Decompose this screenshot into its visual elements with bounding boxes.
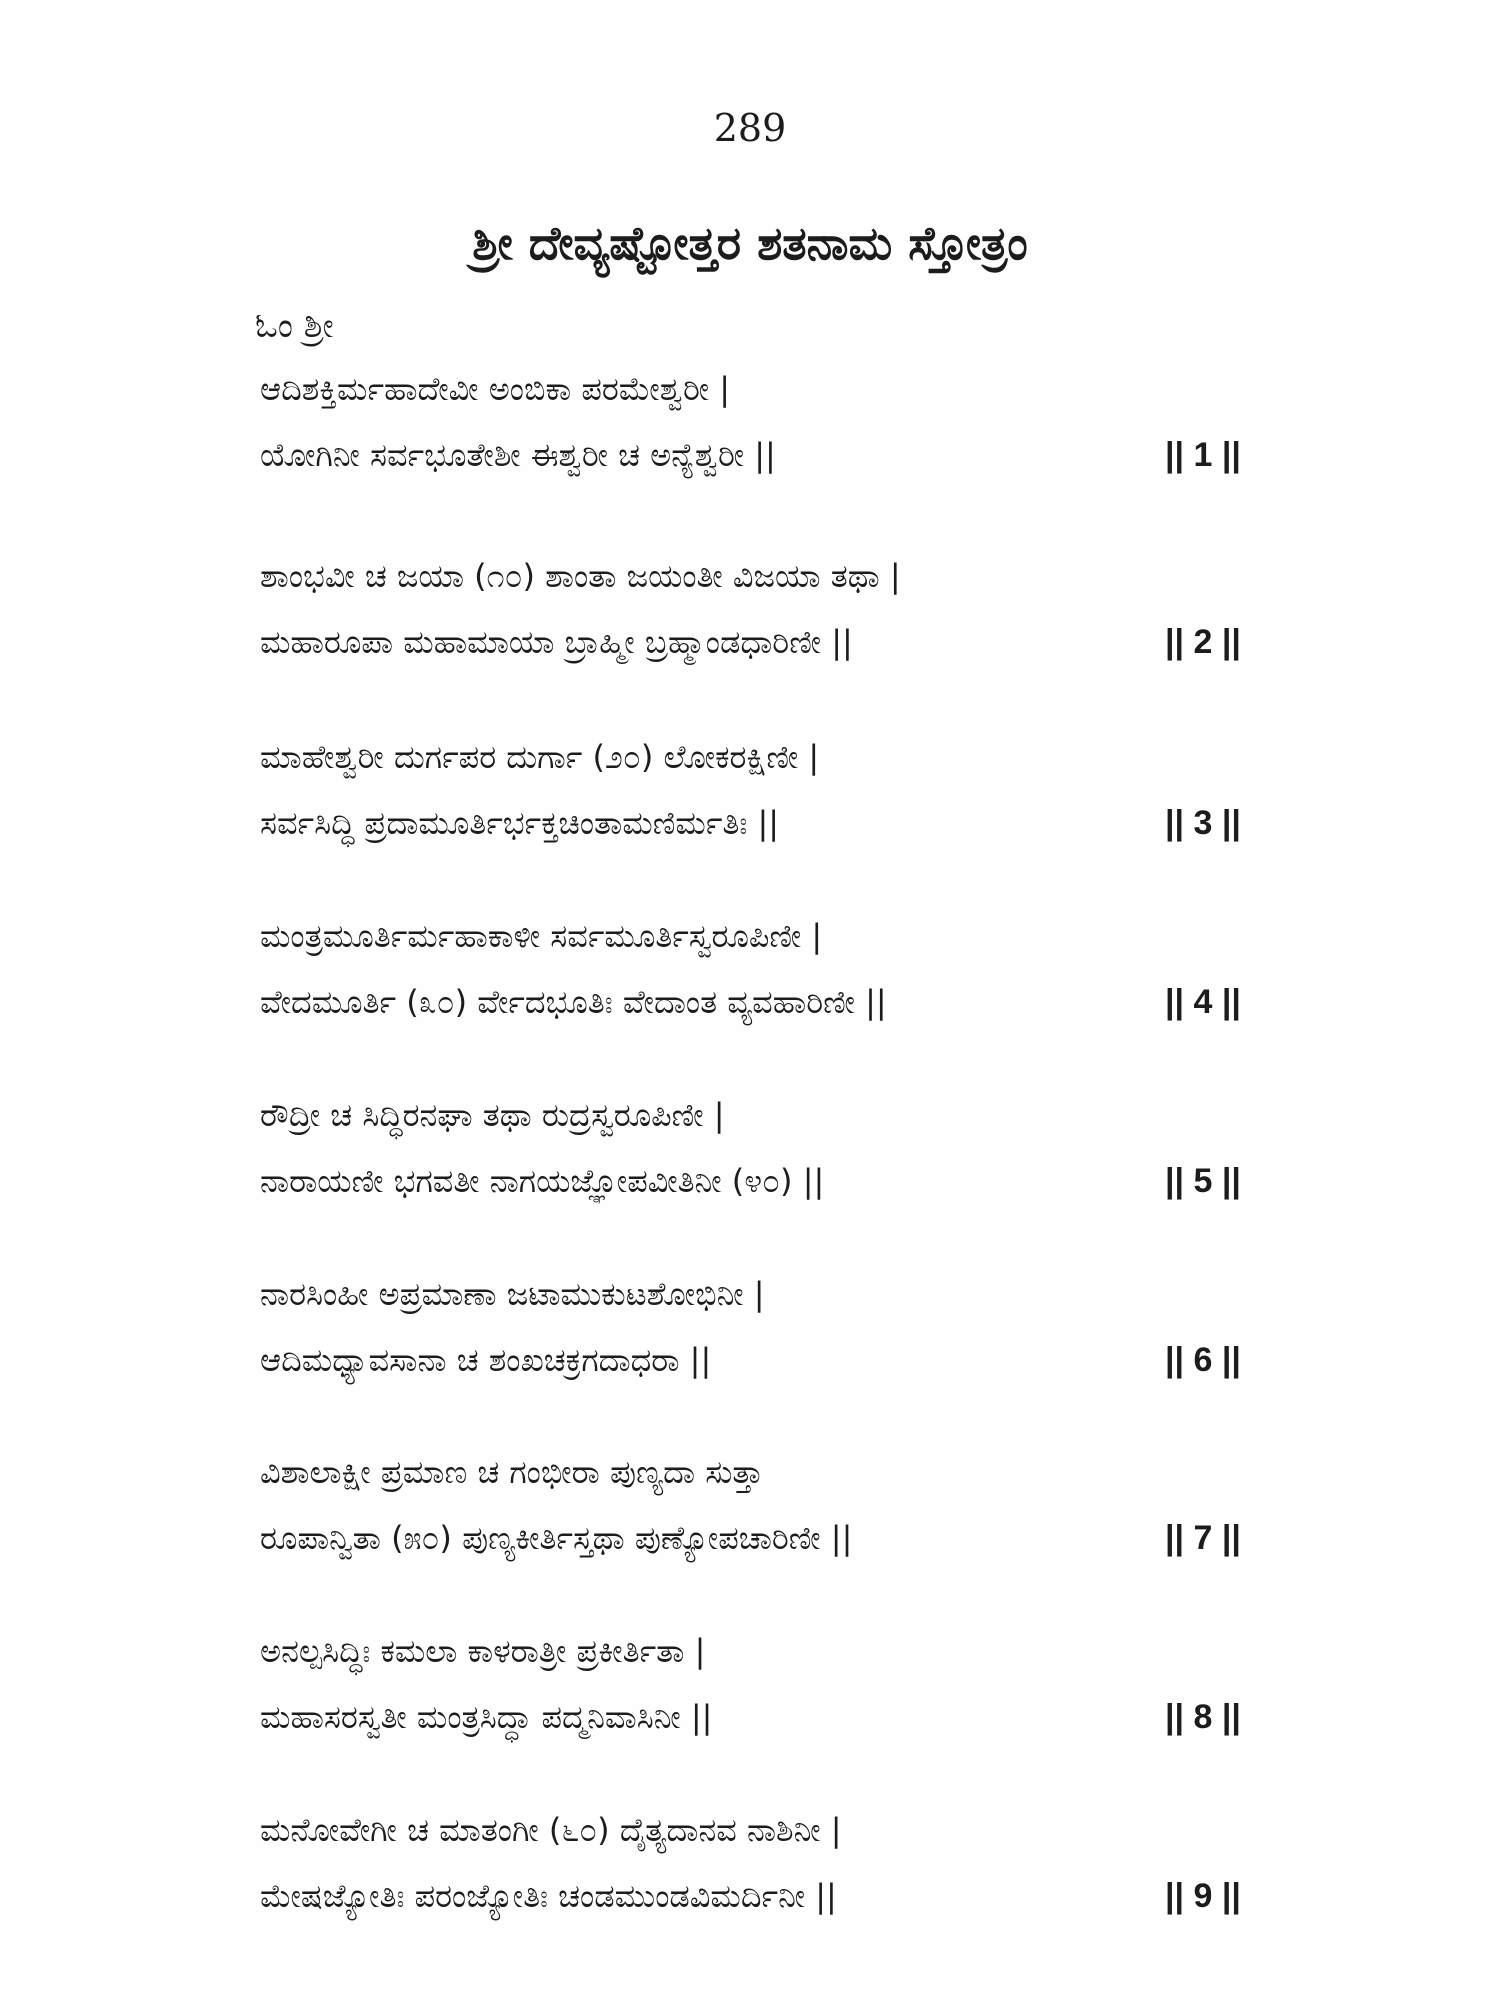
verse-5 xyxy=(0,1096,1500,1216)
verse-9 xyxy=(0,1811,1500,1931)
verse-number: || 9 || xyxy=(1165,1877,1241,1915)
verse-1 xyxy=(0,370,1500,490)
verse-number: || 1 || xyxy=(1165,436,1241,474)
verse-line: ಮಾಹೇಶ್ವರೀ ದುರ್ಗಪರ ದುರ್ಗಾ (೨೦) ಲೋಕರಕ್ಷಿಣೀ | xyxy=(260,738,820,776)
verse-line: ಯೋಗಿನೀ ಸರ್ವಭೂತೇಶೀ ಈಶ್ವರೀ ಚ ಅನ್ಯೆಶ್ವರೀ || xyxy=(260,436,776,474)
verse-3 xyxy=(0,738,1500,858)
verse-line: ಆದಿಮಧ್ಯಾವಸಾನಾ ಚ ಶಂಖಚಕ್ರಗದಾಧರಾ || xyxy=(260,1341,712,1379)
verse-line: ನಾರಾಯಣೀ ಭಗವತೀ ನಾಗಯಜ್ಞೋಪವೀತಿನೀ (೪೦) || xyxy=(260,1162,825,1200)
verse-8 xyxy=(0,1632,1500,1752)
verse-line: ನಾರಸಿಂಹೀ ಅಪ್ರಮಾಣಾ ಜಟಾಮುಕುಟಶೋಭಿನೀ | xyxy=(260,1275,765,1313)
verse-7 xyxy=(0,1453,1500,1573)
verse-4 xyxy=(0,917,1500,1037)
verse-line: ರೌದ್ರೀ ಚ ಸಿದ್ಧಿರನಘಾ ತಥಾ ರುದ್ರಸ್ವರೂಪಿಣೀ | xyxy=(260,1096,725,1134)
verse-line: ಸರ್ವಸಿದ್ಧಿ ಪ್ರದಾಮೂರ್ತಿರ್ಭಕ್ತಚಿಂತಾಮಣಿರ್ಮತಿಃ || xyxy=(260,804,780,842)
verse-line: ಮನೋವೇಗೀ ಚ ಮಾತಂಗೀ (೬೦) ದೈತ್ಯದಾನವ ನಾಶಿನೀ | xyxy=(260,1811,842,1849)
verse-2 xyxy=(0,557,1500,677)
verse-number: || 7 || xyxy=(1165,1519,1241,1557)
verse-number: || 6 || xyxy=(1165,1341,1241,1379)
verse-line: ಅನಲ್ಪಸಿದ್ಧಿಃ ಕಮಲಾ ಕಾಳರಾತ್ರೀ ಪ್ರಕೀರ್ತಿತಾ | xyxy=(260,1632,706,1670)
verse-line: ಮಂತ್ರಮೂರ್ತಿರ್ಮಹಾಕಾಳೀ ಸರ್ವಮೂರ್ತಿಸ್ವರೂಪಿಣೀ | xyxy=(260,917,823,955)
verse-line: ಮಹಾರೂಪಾ ಮಹಾಮಾಯಾ ಬ್ರಾಹ್ಮೀ ಬ್ರಹ್ಮಾಂಡಧಾರಿಣೀ || xyxy=(260,623,853,661)
verse-line: ಶಾಂಭವೀ ಚ ಜಯಾ (೧೦) ಶಾಂತಾ ಜಯಂತೀ ವಿಜಯಾ ತಥಾ | xyxy=(260,557,901,595)
verse-number: || 2 || xyxy=(1165,623,1241,661)
verse-number: || 8 || xyxy=(1165,1698,1241,1736)
verse-number: || 3 || xyxy=(1165,804,1241,842)
verse-line: ವೇದಮೂರ್ತಿ (೩೦) ರ್ವೇದಭೂತಿಃ ವೇದಾಂತ ವ್ಯವಹಾರಿಣೀ || xyxy=(260,983,887,1021)
verse-line: ಮೇಷಜ್ಯೋತಿಃ ಪರಂಜ್ಯೋತಿಃ ಚಂಡಮುಂಡವಿಮರ್ದಿನೀ || xyxy=(260,1877,837,1915)
verse-line: ಆದಿಶಕ್ತಿರ್ಮಹಾದೇವೀ ಅಂಬಿಕಾ ಪರಮೇಶ್ವರೀ | xyxy=(260,370,731,408)
verse-line: ವಿಶಾಲಾಕ್ಷೀ ಪ್ರಮಾಣ ಚ ಗಂಭೀರಾ ಪುಣ್ಯದಾ ಸುತ್ತಾ xyxy=(260,1453,764,1491)
verse-6 xyxy=(0,1275,1500,1395)
invocation: ಓಂ ಶ್ರೀ xyxy=(255,306,334,346)
page-number: 289 xyxy=(713,106,787,150)
page-title: ಶ್ರೀ ದೇವ್ಯಷ್ಟೋತ್ತರ ಶತನಾಮ ಸ್ತೋತ್ರಂ xyxy=(472,216,1028,270)
verse-number: || 4 || xyxy=(1165,983,1241,1021)
verse-line: ಮಹಾಸರಸ್ವತೀ ಮಂತ್ರಸಿದ್ಧಾ ಪದ್ಮನಿವಾಸಿನೀ || xyxy=(260,1698,713,1736)
verse-number: || 5 || xyxy=(1165,1162,1241,1200)
verse-line: ರೂಪಾನ್ವಿತಾ (೫೦) ಪುಣ್ಯಕೀರ್ತಿಸ್ತಥಾ ಪುಣ್ಯೋಪಚಾರಿಣೀ || xyxy=(260,1519,853,1557)
